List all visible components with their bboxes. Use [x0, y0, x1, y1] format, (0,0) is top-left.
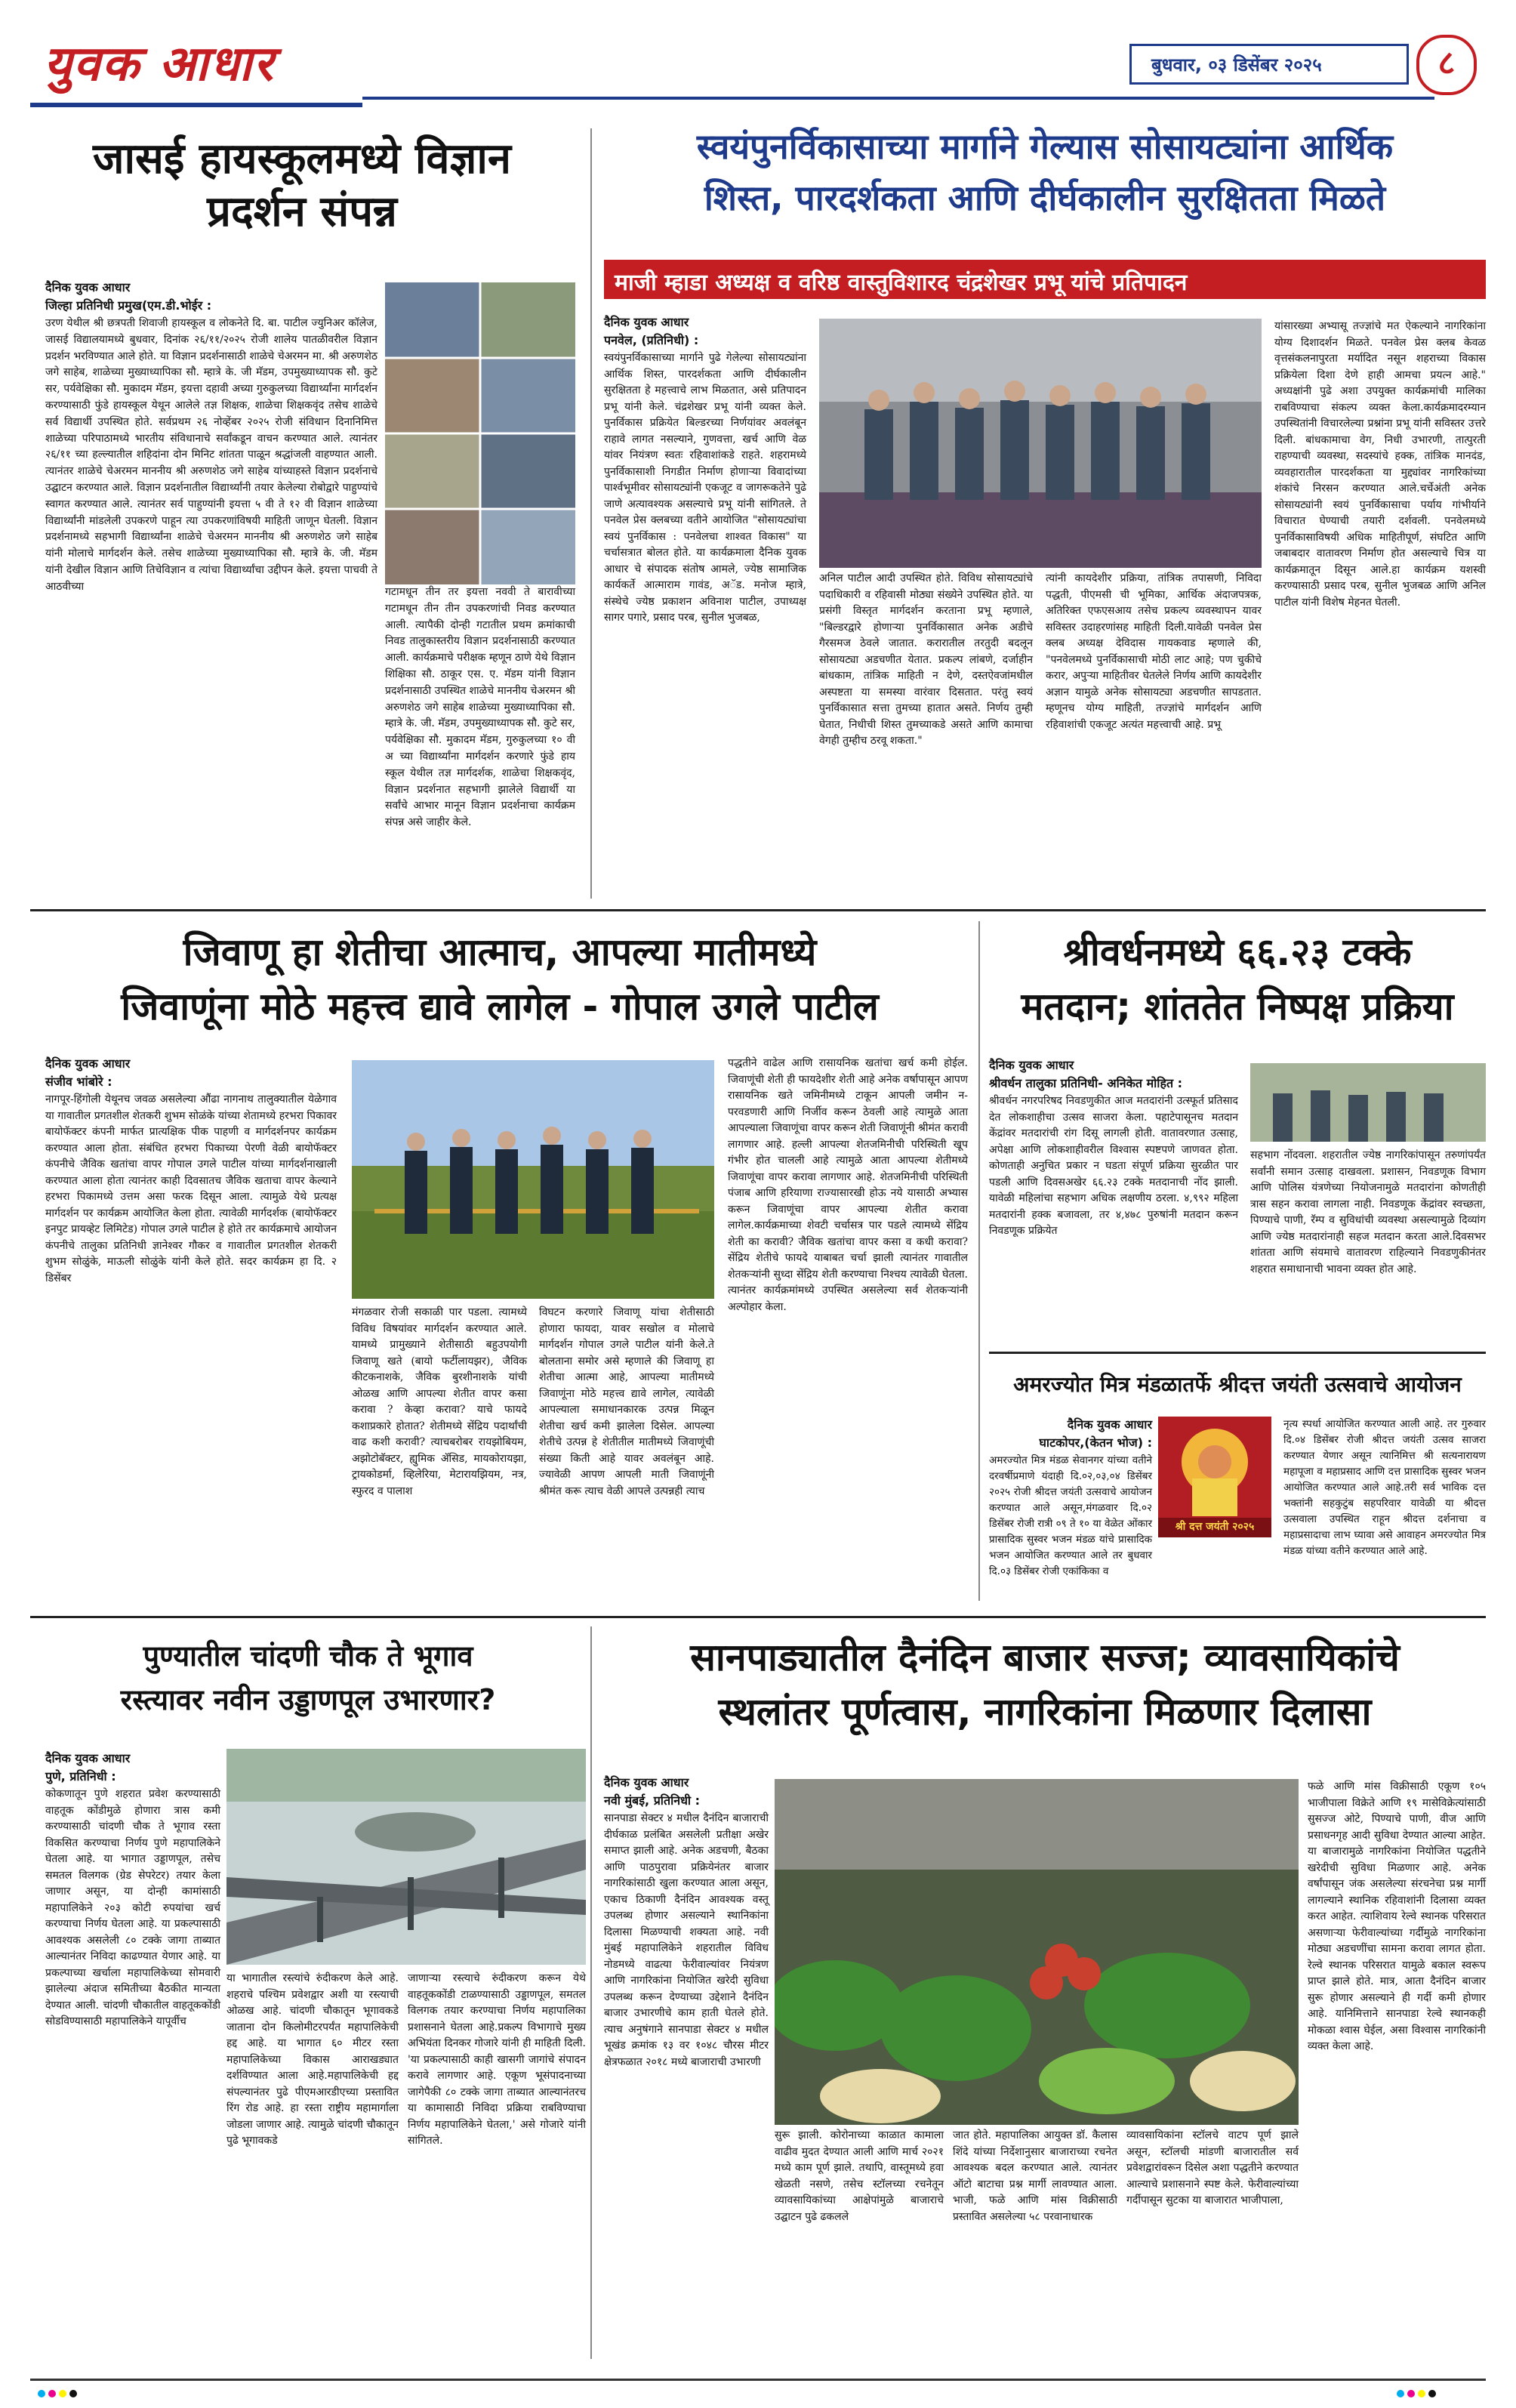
dateline: जिल्हा प्रतिनिधी प्रमुख(एम.डी.भोईर : [45, 298, 212, 313]
body-col2: सुरू झाली. कोरोनाच्या काळात कामाला वाढीव मुदत देण्यात आली आणि मार्च २०२१ मध्ये काम पूर्ण झाले. तथापि, वास्तूमध्ये हवा खेळती नसणे, तसेच स्टॉलच्या रचनेतून व्यावसायिकांच्या आक्षेपांमुळे बाजाराचे उद्घाटन पुढे ढकलले [775, 2129, 944, 2223]
byline: दैनिक युवक आधार [45, 1751, 131, 1765]
headline-line1: श्रीवर्धनमध्ये ६६.२३ टक्के [1063, 930, 1412, 974]
body-col1: उरण येथील श्री छत्रपती शिवाजी हायस्कूल व लोकनेते दि. बा. पाटील ज्युनिअर कॉलेज, जासई विद्यालयामध्ये बुधवार, दिनांक २६/११/२०२५ रोजी शालेय पातळीवरील विज्ञान प्रदर्शन भरविण्यात आले होते. या विज्ञान प्रदर्शनासाठी शाळेचे चेअरमन मा. श्री अरुणशेठ जगे साहेब, शाळेच्या मुख्याध्यापिका सौ. म्हात्रे के. जी मॅडम, उपमुख्याध्यापक सौ. कुटे सर, पर्यवेक्षिका सौ. मुकादम मॅडम, इयत्ता दहावी अच्या गुरुकुलच्या विद्यार्थ्यांना मार्गदर्शन करण्यासाठी फुंडे हायस्कूल येथून आलेले तज्ञ शिक्षक, शाळेचा शिक्षकवृंद तसेच शाळेचे सर्व विद्यार्थी उपस्थित होते. सर्वप्रथम २६ नोव्हेंबर २०२५ रोजी संविधान दिनानिमित्त शाळेच्या परिपाठामध्ये भारतीय संविधानाचे सर्वांकडून वाचन करण्यात आले. त्यानंतर २६/११ च्या हल्ल्यातील शहिदांना दोन मिनिट शांतता पाळून श्रद्धांजली वाहण्यात आली. त्यानंतर शाळेचे चेअरमन माननीय श्री अरुणशेठ जगे साहेब यांच्याहस्ते विज्ञान प्रदर्शनाचे उद्घाटन करण्यात आले. विज्ञान प्रदर्शनातील विद्यार्थ्यांनी तयार केलेल्या रोबोद्वारे पाहुण्यांचे स्वागत करण्यात आले. त्यानंतर सर्व पाहुण्यांनी इयत्ता ५ वी ते १२ वी विज्ञान शाळेच्या विद्यार्थ्यांनी मांडलेली उपकरणे पाहून त्या उपकरणांविषयी माहिती जाणून घेतली. विज्ञान प्रदर्शनामध्ये सहभागी विद्यार्थ्यांना शाळेचे चेअरमन माननीय श्री अरुणशेठ जगे साहेब यांनी मोलाचे मार्गदर्शन केले. तसेच शाळेच्या मुख्याध्यापिका सौ. म्हात्रे के. जी. मॅडम यांनी देखील विज्ञान आणि तिचेविज्ञान व त्यांचा विद्यार्थ्यांचा उद्दीपन केले. इयत्ता पाचवी ते आठवीच्या [45, 317, 377, 593]
voters-photo [1250, 1063, 1486, 1142]
body-col1: अमरज्योत मित्र मंडळ सेवानगर यांच्या वतीने दरवर्षीप्रमाणे यंदाही दि.०२,०३,०४ डिसेंबर २०२५ रोजी श्रीदत्त जयंती उत्सवाचे आयोजन करण्यात आले असून,मंगळवार दि.०२ डिसेंबर रोजी रात्री ०९ ते १० या वेळेत ओंकार प्रासादिक सुस्वर भजन मंडळ यांचे प्रासादिक भजन आयोजित करण्यात आले तर बुधवार दि.०३ डिसेंबर रोजी एकांकिका व [989, 1454, 1152, 1577]
voters-illustration [1250, 1063, 1486, 1142]
section-divider [30, 909, 1486, 911]
headline: अमरज्योत मित्र मंडळातर्फे श्रीदत्त जयंती उत्सवाचे आयोजन [1013, 1372, 1462, 1397]
poster-caption: श्री दत्त जयंती २०२५ [1175, 1521, 1255, 1533]
headline-line2: स्थलांतर पूर्णत्वास, नागरिकांना मिळणार दिलासा [718, 1690, 1372, 1734]
page-number: ८ [1437, 44, 1456, 82]
page-number-badge [1416, 35, 1477, 95]
body-col2: या भागातील रस्त्यांचे रुंदीकरण केले आहे. शहराचे पश्चिम प्रवेशद्वार अशी या रस्त्याची ओळख आहे. चांदणी चौकातून भूगावकडे जाताना दोन किलोमीटरपर्यंत महापालिकेची हद्द आहे. या भागात ६० मीटर रस्ता महापालिकेच्या विकास आराखड्यात दर्शविण्यात आला आहे.महापालिकेची हद्द संपल्यानंतर पुढे पीएमआरडीएच्या प्रस्तावित रिंग रोड आहे. हा रस्ता राष्ट्रीय महामार्गाला जोडला जाणार आहे. त्यामुळे चांदणी चौकातून पुढे भूगावकडे [226, 1972, 399, 2147]
body-col3: जाणाऱ्या रस्त्याचे रुंदीकरण करून येथे वाहतूककोंडी टाळण्यासाठी उड्डाणपूल, समतल विलगक तयार करण्याचा निर्णय महापालिका प्रशासनाने घेतला आहे.प्रकल्प विभागाचे मुख्य अभियंता दिनकर गोजारे यांनी ही माहिती दिली. 'या प्रकल्पासाठी काही खासगी जागांचे संपादन करावे लागणार आहे. एकूण भूसंपादनाच्या जागेपैकी ८० टक्के जागा ताब्यात आल्यानंतरच या कामासाठी निविदा प्रक्रिया राबविण्याचा निर्णय महापालिकेने घेतला,' असे गोजारे यांनी सांगितले. [408, 1972, 586, 2147]
body-col2: गटामधून तीन तर इयत्ता नववी ते बारावीच्या गटामधून तीन तीन उपकरणांची निवड करण्यात आली. त्यापैकी दोन्ही गटातील प्रथम क्रमांकाची निवड तालुकास्तरीय विज्ञान प्रदर्शनासाठी करण्यात आली. कार्यक्रमाचे परीक्षक म्हणून ठाणे येथे विज्ञान शिक्षिका सौ. ठाकूर एस. ए. मॅडम यांनी विज्ञान प्रदर्शनासाठी उपस्थित शाळेचे माननीय चेअरमन श्री अरुणशेठ जगे साहेब शाळेच्या मुख्याध्यापिका सौ. म्हात्रे के. जी. मॅडम, उपमुख्याध्यापक सौ. कुटे सर, पर्यवेक्षिका सौ. मुकादम मॅडम, गुरुकुलच्या १० वी अ च्या विद्यार्थ्यांना मार्गदर्शन करणारे फुंडे हाय स्कूल येथील तज्ञ मार्गदर्शक, शाळेचा शिक्षकवृंद, विज्ञान प्रदर्शनात सहभागी झालेले विद्यार्थी या सर्वांचे आभार मानून विज्ञान प्रदर्शनाचा कार्यक्रम संपन्न असे जाहीर केले. [385, 586, 575, 829]
registration-marks-right [1397, 2386, 1487, 2397]
headline-line1: स्वयंपुनर्विकासाच्या मार्गाने गेल्यास सोसायट्यांना आर्थिक [696, 126, 1394, 167]
dateline: पनवेल, (प्रतिनिधी) : [604, 333, 699, 347]
body-col1: स्वयंपुनर्विकासाच्या मार्गाने पुढे गेलेल्या सोसायट्यांना आर्थिक शिस्त, पारदर्शकता आणि दीर्घकालीन सुरक्षितता हे महत्त्वाचे लाभ मिळतात, असे प्रतिपादन प्रभू यांनी केले. चंद्रशेखर प्रभू यांनी व्यक्त केले. पुनर्विकास प्रक्रियेत बिल्डरच्या निर्णयांवर अवलंबून राहावे लागत नसल्याने, गुणवत्ता, खर्च आणि वेळ यांवर नियंत्रण स्वतः रहिवाशांकडे राहते. शहरामध्ये पुनर्विकासाशी निगडीत निर्माण होणाऱ्या विवादांच्या पार्श्वभूमीवर सोसायट्यांनी एकजूट व जागरूकतेने पुढे जाणे अत्यावश्यक असल्याचे प्रभू यांनी सांगितले. ते पनवेल प्रेस क्लबच्या वतीने आयोजित "सोसायट्यांचा स्वयं पुनर्विकास : पनवेलचा शाश्वत विकास" या चर्चासत्रात बोलत होते. या कार्यक्रमाला दैनिक युवक आधार चे संपादक संतोष आमले, ज्येष्ठ सामाजिक कार्यकर्ते आत्माराम गावंड, अॅड. मनोज म्हात्रे, संस्थेचे ज्येष्ठ प्रकाशन अविनाश पाटील, उपाध्यक्ष सागर पगारे, प्रसाद परब, सुनील भुजबळ, [604, 352, 806, 624]
article-soil-microbes [30, 921, 969, 1601]
article-sanpada-market [604, 1626, 1486, 2366]
headline-line1: पुण्यातील चांदणी चौक ते भूगाव [143, 1639, 473, 1673]
byline: दैनिक युवक आधार [45, 1056, 131, 1071]
headline-line2: जिवाणूंना मोठे महत्त्व द्यावे लागेल - गोपाल उगले पाटील [121, 985, 879, 1028]
headline-line1: सानपाड्यातील दैनंदिन बाजार सज्ज; व्यावसायिकांचे [690, 1636, 1400, 1679]
body-col2: सहभाग नोंदवला. शहरातील ज्येष्ठ नागरिकांपासून तरुणांपर्यंत सर्वांनी समान उत्साह दाखवला. प्रशासन, निवडणूक विभाग आणि पोलिस यंत्रणेच्या नियोजनामुळे मतदारांना कोणतीही त्रास सहन करावा लागला नाही. निवडणूक केंद्रांवर स्वच्छता, पिण्याचे पाणी, रॅम्प व सुविधांची व्यवस्था असल्यामुळे दिव्यांग आणि ज्येष्ठ मतदारांनाही सहज मतदान करता आले.दिवसभर शांतता आणि संयमाचे वातावरण राहिल्याने निवडणुकीनंतर शहरात समाधानाची भावना व्यक्त होत आहे. [1250, 1149, 1486, 1275]
group-photo-illustration [819, 319, 1262, 568]
article-science-exhibition [30, 121, 575, 899]
byline: दैनिक युवक आधार [45, 280, 131, 294]
section-divider [989, 1352, 1486, 1354]
article-datta-jayanti [989, 1359, 1486, 1608]
subhead-banner [604, 260, 1486, 299]
article-election-turnout [989, 921, 1486, 1344]
body-col4: यांसारख्या अभ्यासू तज्ज्ञांचे मत ऐकल्याने नागरिकांना योग्य दिशादर्शन मिळते. पनवेल प्रेस क्लब केवळ वृत्तसंकलनापुरता मर्यादित नसून शहराच्या विकास प्रक्रियेला दिशा देणे हाही आमचा प्रयत्न आहे." अध्यक्षांनी पुढे अशा उपयुक्त कार्यक्रमांची मालिका राबविण्याचा संकल्प व्यक्त केला.कार्यक्रमादरम्यान उपस्थितांनी विचारलेल्या प्रश्नांना प्रभू यांनी सविस्तर उत्तरे दिली. बांधकामाचा वेग, निधी उभारणी, तात्पुरती राहण्याची व्यवस्था, सदस्यांचे हक्क, तांत्रिक मानदंड, व्यवहारातील पारदर्शकता या मुद्द्यांवर नागरिकांच्या शंकांचे निरसन करण्यात आले.चर्चेअंती अनेक सोसायट्यांनी स्वयं पुनर्विकासाचा पर्याय गांभीर्याने विचारात घेण्याची तयारी दर्शवली. पनवेलमध्ये पुनर्विकासाविषयी अधिक माहितीपूर्ण, संघटित आणि जबाबदार वातावरण निर्माण होत असल्याचे चित्र या कार्यक्रमातून दिसून आले.हा कार्यक्रम यशस्वी करण्यासाठी प्रसाद परब, सुनील भुजबळ आणि अनिल पाटील यांनी विशेष मेहनत घेतली. [1274, 320, 1486, 609]
field-illustration [352, 1060, 714, 1299]
masthead-rule [362, 97, 1434, 100]
datta-poster [1158, 1417, 1271, 1537]
field-photo [352, 1060, 714, 1299]
dateline: नवी मुंबई, प्रतिनिधी : [604, 1793, 701, 1808]
dateline: घाटकोपर,(केतन भोज) : [1039, 1435, 1152, 1450]
headline-line1: जिवाणू हा शेतीचा आत्माच, आपल्या मातीमध्ये [183, 930, 817, 974]
body-col5: फळे आणि मांस विक्रीसाठी एकूण १०५ भाजीपाला विक्रेते आणि १९ मासेविक्रेत्यांसाठी सुसज्ज ओटे, पिण्याचे पाणी, वीज आणि प्रसाधनगृह आदी सुविधा देण्यात आल्या आहेत. या बाजारामुळे नागरिकांना नियोजित पद्धतीने खरेदीची सुविधा मिळणार आहे. अनेक वर्षांपासून जंक असलेल्या संरचनेचा प्रश्न मार्गी लागल्याने स्थानिक रहिवाशांनी दिलासा व्यक्त करत आहेत. त्याशिवाय रेल्वे स्थानक परिसरात असणाऱ्या फेरीवाल्यांच्या गर्दीमुळे नागरिकांना मोठ्या अडचणींचा सामना करावा लागत होता. रेल्वे स्थानक परिसरात यामुळे बकाल स्वरूप प्राप्त झाले होते. मात्र, आता दैनंदिन बाजार सुरू होणार असल्याने ही गर्दी कमी होणार आहे. यानिमित्ताने सानपाडा रेल्वे स्थानकही मोकळा श्वास घेईल, असा विश्वास नागरिकांनी व्यक्त केला आहे. [1308, 1781, 1486, 2052]
registration-marks-left [38, 2386, 128, 2397]
dateline: श्रीवर्धन तालुका प्रतिनिधी- अनिकेत मोहित : [989, 1076, 1183, 1090]
body-col1: कोकणातून पुणे शहरात प्रवेश करण्यासाठी वाहतूक कोंडीमुळे होणारा त्रास कमी करण्यासाठी चांदणी चौक ते भूगाव रस्ता विकसित करण्याचा निर्णय पुणे महापालिकेने घेतला आहे. या भागात उड्डाणपूल, तसेच समतल विलगक (ग्रेड सेपरेटर) तयार केला जाणार असून, या दोन्ही कामांसाठी महापालिकेने २०३ कोटी रुपयांचा खर्च करण्याचा निर्णय घेतला आहे. या प्रकल्पासाठी आवश्यक असलेली ८० टक्के जागा ताब्यात आल्यानंतर निविदा काढण्यात येणार आहे. या प्रकल्पाच्या खर्चाला महापालिकेच्या सोमवारी झालेल्या अंदाज समितीच्या बैठकीत मान्यता देण्यात आली. चांदणी चौकातील वाहतूककोंडी सोडविण्यासाठी महापालिकेने यापूर्वीच [45, 1788, 220, 2027]
masthead-date-box [1129, 44, 1409, 85]
vegetables-illustration [775, 1779, 1299, 2125]
body-col3: जात होते. महापालिका आयुक्त डॉ. कैलास शिंदे यांच्या निर्देशानुसार बाजाराच्या रचनेत आवश्यक बदल करण्यात आले. त्यानंतर ऑटो बाटाचा प्रश्न मार्गी लावण्यात आला. भाजी, फळे आणि मांस विक्रीसाठी प्रस्तावित असलेल्या ५८ परवानाधारक [953, 2129, 1117, 2223]
column-divider [978, 921, 980, 1601]
headline-line2: शिस्त, पारदर्शकता आणि दीर्घकालीन सुरक्षितता मिळते [704, 177, 1386, 218]
body-col2: मंगळवार रोजी सकाळी पार पडला. त्यामध्ये विविध विषयांवर मार्गदर्शन करण्यात आले. यामध्ये प्रामुख्याने शेतीसाठी बहुउपयोगी जिवाणू खते (बायो फर्टीलायझर), जैविक कीटकनाशके, जैविक बुरशीनाशके यांची ओळख आणि आपल्या शेतीत वापर कसा करावा ? केव्हा करावा? याचे फायदे कशाप्रकारे होतात? शेतीमध्ये सेंद्रिय पदार्थांची वाढ कशी करावी? त्याचबरोबर रायझोबियम, अझोटोबॅक्टर, ह्युमिक ॲसिड, मायकोरायझा, ट्रायकोडर्मा, व्हिलेरिया, मेटारायझियम, नत्र, स्फुरद व पालाश [352, 1306, 527, 1497]
body-col3: त्यांनी कायदेशीर प्रक्रिया, तांत्रिक तपासणी, निविदा पद्धती, पीएमसी ची भूमिका, आर्थिक अंदाजपत्रक, अतिरिक्त एफएसआय तसेच प्रकल्प व्यवस्थापन यावर सविस्तर उदाहरणांसह माहिती दिली.यावेळी पनवेल प्रेस क्लब अध्यक्ष देविदास गायकवाड म्हणाले की, "पनवेलमध्ये पुनर्विकासाची मोठी लाट आहे; पण चुकीचे करार, अपुऱ्या माहितीवर घेतलेले निर्णय आणि कायदेशीर अज्ञान यामुळे अनेक सोसायट्या अडचणीत सापडतात. म्हणूनच योग्य माहिती, तज्ज्ञांचे मार्गदर्शन आणि रहिवाशांची एकजूट अत्यंत महत्त्वाची आहे. प्रभू [1046, 572, 1262, 731]
body-col4: व्यावसायिकांना स्टॉलचे वाटप पूर्ण झाले असून, स्टॉलची मांडणी बाजारातील सर्व प्रवेशद्वारांवरून दिसेल अशा पद्धतीने करण्यात आल्याचे प्रशासनाने स्पष्ट केले. फेरीवाल्यांच्या गर्दीपासून सुटका या बाजारात भाजीपाला, [1126, 2129, 1299, 2206]
body-col1: सानपाडा सेक्टर ४ मधील दैनंदिन बाजाराची दीर्घकाळ प्रलंबित असलेली प्रतीक्षा अखेर समाप्त झाली आहे. अनेक अडचणी, बैठका आणि पाठपुरावा प्रक्रियेनंतर बाजार नागरिकांसाठी खुला करण्यात आला असून, एकाच ठिकाणी दैनंदिन आवश्यक वस्तू उपलब्ध होणार असल्याने स्थानिकांना दिलासा मिळण्याची शक्यता आहे. नवी मुंबई महापालिकेने शहरातील विविध नोडमध्ये वाढत्या फेरीवाल्यांवर नियंत्रण आणि नागरिकांना नियोजित खरेदी सुविधा उपलब्ध करून देण्याच्या उद्देशाने दैनंदिन बाजार उभारणीचे काम हाती घेतले होते. त्याच अनुषंगाने सानपाडा सेक्टर ४ मधील भूखंड क्रमांक १३ वर १०४८ चौरस मीटर क्षेत्रफळात २०१८ मध्ये बाजाराची उभारणी [604, 1812, 769, 2068]
footer-rule [30, 2379, 1486, 2381]
subhead: माजी म्हाडा अध्यक्ष व वरिष्ठ वास्तुविशारद चंद्रशेखर प्रभू यांचे प्रतिपादन [615, 270, 1188, 296]
byline: दैनिक युवक आधार [604, 1775, 689, 1790]
dateline: संजीव भांबोरे : [45, 1075, 112, 1089]
section-divider [30, 1616, 1486, 1618]
issue-date: बुधवार, ०३ डिसेंबर २०२५ [1151, 54, 1322, 76]
column-divider [590, 128, 592, 899]
body-col3: विघटन करणारे जिवाणू यांचा शेतीसाठी होणारा फायदा, यावर सखोल व मोलाचे मार्गदर्शन गोपाल उगले पाटील यांनी केले.ते बोलताना समोर असे म्हणाले की जिवाणू हा शेतीचा आत्मा आहे, आपल्या मातीमध्ये जिवाणूंना मोठे महत्त्व द्यावे लागेल, त्यावेळी आपल्याला समाधानकारक उत्पन्न मिळून शेतीचा खर्च कमी झालेला दिसेल. आपल्या शेतीचे उत्पन्न हे शेतीतील मातीमध्ये जिवाणूंची संख्या किती आहे यावर अवलंबून आहे. ज्यावेळी आपण आपली माती जिवाणूंनी श्रीमंत करू त्याच वेळी आपले उत्पन्नही त्याच [539, 1306, 714, 1497]
body-col1: श्रीवर्धन नगरपरिषद निवडणुकीत आज मतदारांनी उत्स्फूर्त प्रतिसाद देत लोकशाहीचा उत्सव साजरा केला. पहाटेपासूनच मतदान केंद्रांवर मतदारांची रांग दिसू लागली होती. वातावरणात उत्साह, अपेक्षा आणि लोकशाहीवरील विश्वास स्पष्टपणे जाणवत होता. कोणताही अनुचित प्रकार न घडता संपूर्ण प्रक्रिया सुरळीत पार पडली आणि दिवसअखेर ६६.२३ टक्के मतदानाची नोंद झाली. यावेळी महिलांचा सहभाग अधिक लक्षणीय ठरला. ४,९९२ महिला मतदारांनी हक्क बजावला, तर ४,४७८ पुरुषांनी मतदान करून निवडणूक प्रक्रियेत [989, 1095, 1238, 1237]
headline: जासई हायस्कूलमध्ये विज्ञान प्रदर्शन संपन्न [92, 134, 512, 236]
dateline: पुणे, प्रतिनिधी : [45, 1769, 116, 1784]
column-divider [590, 1626, 592, 2359]
byline: दैनिक युवक आधार [604, 315, 689, 329]
collage-photo [385, 282, 575, 584]
article-pune-flyover [30, 1626, 586, 2366]
headline-line2: रस्त्यावर नवीन उड्डाणपूल उभारणार? [120, 1683, 496, 1716]
market-photo [775, 1779, 1299, 2125]
event-photo [819, 319, 1262, 568]
collage-illustration [385, 282, 575, 584]
body-col4: पद्धतीने वाढेल आणि रासायनिक खतांचा खर्च कमी होईल. जिवाणूंची शेती ही फायदेशीर शेती आहे अनेक वर्षापासून आपण रासायनिक खते जमिनीमध्ये टाकून आपली जमीन न- परवडणारी आणि निर्जीव करून ठेवली आहे त्यामुळे आता आपल्याला जिवाणूंचा वापर करून शेती जिवाणूंनी श्रीमंत करावी लागणार आहे. हल्ली आपल्या शेतजमिनीची परिस्थिती खूप गंभीर होत चालली आहे त्यामुळे आता आपल्या शेतीमध्ये जिवाणूंचा वापर करावा लागणार आहे. शेतजमिनीची परिस्थिती पंजाब आणि हरियाणा राज्यासारखी होऊ नये यासाठी अभ्यास करून जिवाणूंचा वापर आपल्या शेतीत करावा लागेल.कार्यक्रमाच्या शेवटी चर्चासत्र पार पडले त्यामध्ये सेंद्रिय शेती का करावी? जैविक खतांचा वापर कसा व कधी करावा? सेंद्रिय शेतीचे फायदे याबाबत चर्चा झाली त्यानंतर गावातील शेतकऱ्यांनी सुध्दा सेंद्रिय शेती करण्याचा निश्चय त्यावेळी घेतला. त्यानंतर कार्यक्रमांमध्ये उपस्थित असलेल्या सर्व शेतकऱ्यांनी अल्पोहार केला. [728, 1057, 968, 1313]
body-col1: नागपूर-हिंगोली येथूनच जवळ असलेल्या औंढा नागनाथ तालुक्यातील येळेगाव या गावातील प्रगतशील शेतकरी शुभम सोळंके यांच्या शेतामध्ये हरभरा पिकावर बायोफॅक्टर कंपनी मार्फत प्रात्यक्षिक पीक पाहणी व मार्गदर्शनपर कार्यक्रम करण्यात आला होता. संबंधित हरभरा पिकाच्या पेरणी वेळी बायोफॅक्टर कंपनीचे जैविक खतांचा वापर गोपाल उगले पाटील यांच्या मार्गदर्शनाखाली करण्यात आला होता त्यानंतर काही दिवसातच जैविक खताचा वापर केल्याने हरभरा पिकामध्ये उत्तम असा फरक दिसून आला. त्यामुळे येथे प्रत्यक्ष मार्गदर्शन पर कार्यक्रम आयोजित केला होता. त्यावेळी मार्गदर्शक (बायोफॅक्टर इनपुट प्रायव्हेट लिमिटेड) गोपाल उगले पाटील हे होते तर कार्यक्रमाचे आयोजन कंपनीचे तालुका प्रतिनिधी ज्ञानेश्वर गौकर व गावातील प्रगतशील शेतकरी शुभम सोळुंके, माऊली सोळुंके यांनी केले होते. सदर कार्यक्रम हा दि. २ डिसेंबर [45, 1093, 337, 1284]
byline: दैनिक युवक आधार [1067, 1417, 1152, 1432]
byline: दैनिक युवक आधार [989, 1058, 1074, 1072]
headline-line2: मतदान; शांततेत निष्पक्ष प्रक्रिया [1021, 985, 1454, 1028]
flyover-render [226, 1749, 586, 1965]
masthead [30, 30, 1486, 106]
flyover-illustration [226, 1749, 586, 1965]
body-col2: अनिल पाटील आदी उपस्थित होते. विविध सोसायट्यांचे पदाधिकारी व रहिवासी मोठ्या संख्येने उपस्थित होते. या प्रसंगी विस्तृत मार्गदर्शन करताना प्रभू म्हणाले, "बिल्डरद्वारे होणाऱ्या पुनर्विकासात अनेक अडीचे गैरसमज ठेवले जातात. करारातील तरतुदी बदलून सोसायट्या अडचणीत येतात. प्रकल्प लांबणे, दर्जाहीन बांधकाम, तांत्रिक माहिती न देणे, दस्तऐवजांमधील अस्पष्टता या समस्या वारंवार दिसतात. परंतु स्वयं पुनर्विकासात सत्ता तुमच्या हातात असते. निर्णय तुम्ही घेतात, निधीची शिस्त तुमच्याकडे असते आणि कामाचा वेगही तुम्हीच ठरवू शकता." [819, 572, 1033, 747]
body-col2: नृत्य स्पर्धा आयोजित करण्यात आली आहे. तर गुरुवार दि.०४ डिसेंबर रोजी श्रीदत्त जयंती उत्सव साजरा करण्यात येणार असून त्यानिमित्त श्री सत्यनारायण महापूजा व महाप्रसाद आणि दत्त प्रासादिक सुस्वर भजन आयोजित करण्यात आले आहे.तरी सर्व भाविक दत्त भक्तांनी सहकुटुंब सहपरिवार यावेळी या श्रीदत्त उत्सवाला उपस्थित राहून श्रीदत्त दर्शनाचा व महाप्रसादाचा लाभ घ्यावा असे आवाहन अमरज्योत मित्र मंडळ यांच्या वतीने करण्यात आले आहे. [1283, 1418, 1486, 1557]
article-self-redevelopment [604, 121, 1486, 899]
masthead-logo: युवक आधार [30, 30, 362, 107]
